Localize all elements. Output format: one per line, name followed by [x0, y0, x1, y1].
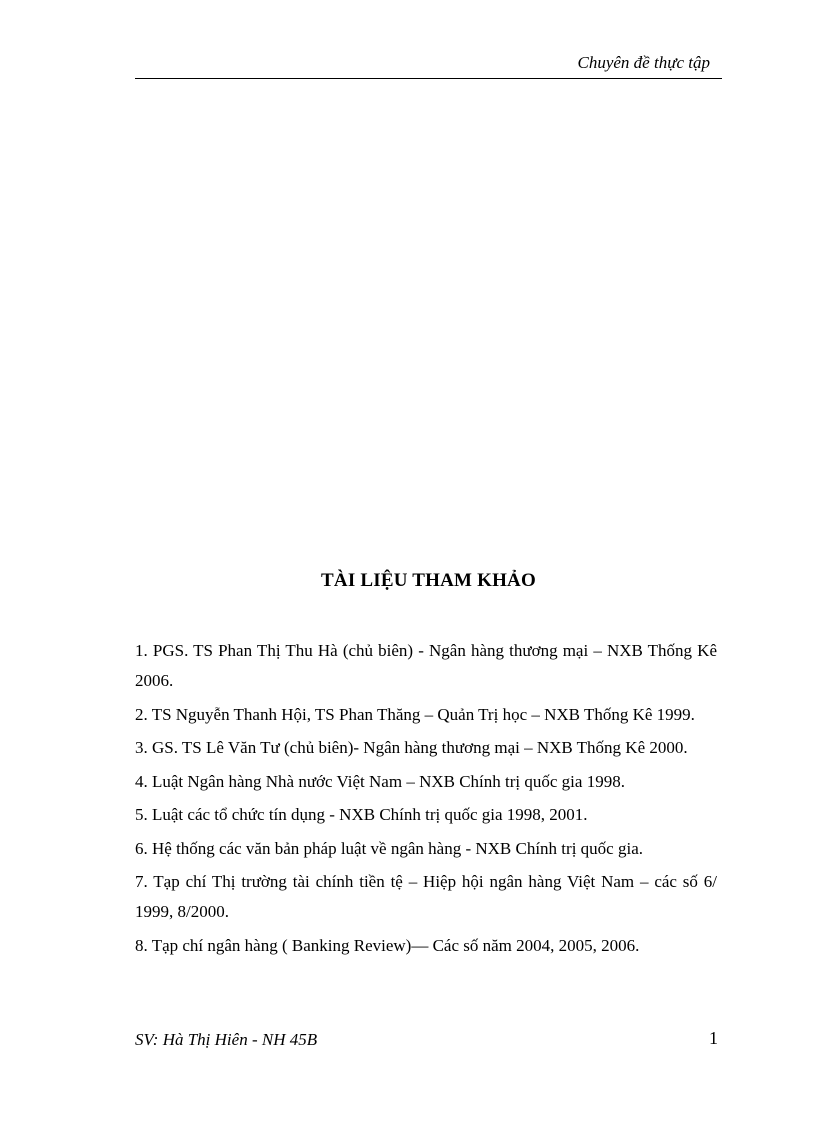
- reference-item: 3. GS. TS Lê Văn Tư (chủ biên)- Ngân hàng thương mại – NXB Thống Kê 2000.: [135, 738, 688, 757]
- reference-item: 2. TS Nguyễn Thanh Hội, TS Phan Thăng – Quản Trị học – NXB Thống Kê 1999.: [135, 704, 695, 724]
- reference-item: 1. PGS. TS Phan Thị Thu Hà (chủ biên) - Ngân hàng thương mại – NXB Thống Kê 2006.: [135, 641, 717, 690]
- footer-author: SV: Hà Thị Hiên - NH 45B: [135, 1030, 318, 1049]
- running-header: Chuyên đề thực tập: [577, 53, 710, 72]
- reference-item: 6. Hệ thống các văn bản pháp luật về ngân hàng - NXB Chính trị quốc gia.: [135, 838, 643, 858]
- reference-item: 4. Luật Ngân hàng Nhà nước Việt Nam – NXB Chính trị quốc gia 1998.: [135, 771, 625, 791]
- reference-item: 8. Tạp chí ngân hàng ( Banking Review)— Các số năm 2004, 2005, 2006.: [135, 935, 640, 955]
- page-number: 1: [709, 1028, 718, 1048]
- reference-item: 5. Luật các tổ chức tín dụng - NXB Chính trị quốc gia 1998, 2001.: [135, 805, 588, 824]
- references-list: [135, 636, 717, 964]
- reference-item: 7. Tạp chí Thị trường tài chính tiền tệ – Hiệp hội ngân hàng Việt Nam – các số 6/ 1999, 8/2000.: [135, 872, 717, 921]
- references-heading: TÀI LIỆU THAM KHẢO: [321, 570, 536, 591]
